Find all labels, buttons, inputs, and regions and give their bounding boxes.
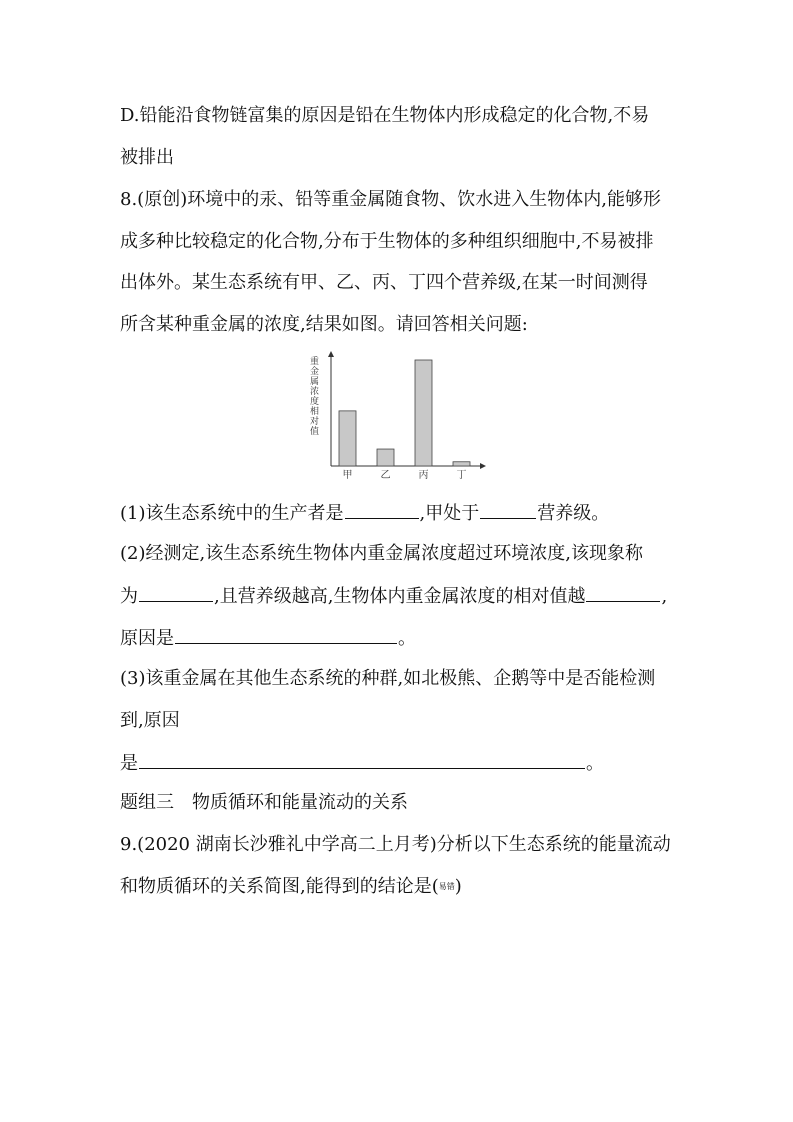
group-3-heading: 题组三 物质循环和能量流动的关系 (120, 792, 408, 813)
reason-answer-blank[interactable] (175, 625, 397, 644)
y-axis-label: 重金属浓度相对值 (308, 356, 318, 436)
part-2-line-3 (120, 625, 416, 651)
part-3-text-b: 。 (586, 753, 604, 774)
bar-4 (453, 462, 470, 466)
part-3-text-a: 是 (120, 753, 138, 774)
bar-1 (339, 411, 356, 466)
part-2-text-b: ,且营养级越高,生物体内重金属浓度的相对值越 (214, 586, 586, 607)
detection-reason-answer-blank[interactable] (139, 750, 585, 769)
part-3-line-2: 到,原因 (120, 710, 180, 731)
part-3-line-3 (120, 750, 604, 776)
question-8-line-4: 所含某种重金属的浓度,结果如图。请回答相关问题: (120, 314, 528, 335)
part-1-line (120, 500, 609, 526)
question-8-line-3: 出体外。某生态系统有甲、乙、丙、丁四个营养级,在某一时间测得 (120, 272, 648, 293)
part-2-line-2 (120, 583, 667, 609)
x-tick-label-2: 乙 (380, 470, 391, 481)
part-1-text-b: ,甲处于 (419, 503, 480, 524)
question-9-text-b: ) (454, 876, 462, 897)
trend-answer-blank[interactable] (586, 583, 660, 602)
trophic-level-answer-blank[interactable] (480, 500, 536, 519)
question-9-line-2 (120, 875, 462, 899)
x-tick-label-1: 甲 (342, 470, 353, 481)
part-2-text-c: , (661, 586, 668, 607)
question-8-line-1: 8.(原创)环境中的汞、铅等重金属随食物、饮水进入生物体内,能够形 (120, 189, 661, 210)
bar-3 (415, 360, 432, 466)
question-9-line-1: 9.(2020 湖南长沙雅礼中学高二上月考)分析以下生态系统的能量流动 (120, 834, 671, 855)
part-2-text-e: 。 (398, 628, 416, 649)
part-2-text-a: 为 (120, 586, 138, 607)
question-8-line-2: 成多种比较稳定的化合物,分布于生物体的多种组织细胞中,不易被排 (120, 231, 654, 252)
part-3-line-1: (3)该重金属在其他生态系统的种群,如北极熊、企鹅等中是否能检测 (120, 668, 656, 689)
part-1-text-c: 营养级。 (537, 503, 610, 524)
part-2-text-d: 原因是 (120, 628, 174, 649)
producer-answer-blank[interactable] (345, 500, 419, 519)
part-1-text-a: (1)该生态系统中的生产者是 (120, 503, 344, 524)
d-option-line-2: 被排出 (120, 147, 174, 168)
phenomenon-answer-blank[interactable] (139, 583, 213, 602)
error-prone-tag: 易错 (438, 882, 455, 891)
x-tick-label-3: 丙 (418, 470, 429, 481)
bar-2 (377, 449, 394, 466)
heavy-metal-bar-chart (305, 348, 495, 488)
x-tick-label-4: 丁 (456, 470, 467, 481)
question-9-text-a: 和物质循环的关系简图,能得到的结论是( (120, 876, 439, 897)
part-2-line-1: (2)经测定,该生态系统生物体内重金属浓度超过环境浓度,该现象称 (120, 543, 643, 564)
d-option-line-1: D.铅能沿食物链富集的原因是铅在生物体内形成稳定的化合物,不易 (120, 105, 650, 126)
